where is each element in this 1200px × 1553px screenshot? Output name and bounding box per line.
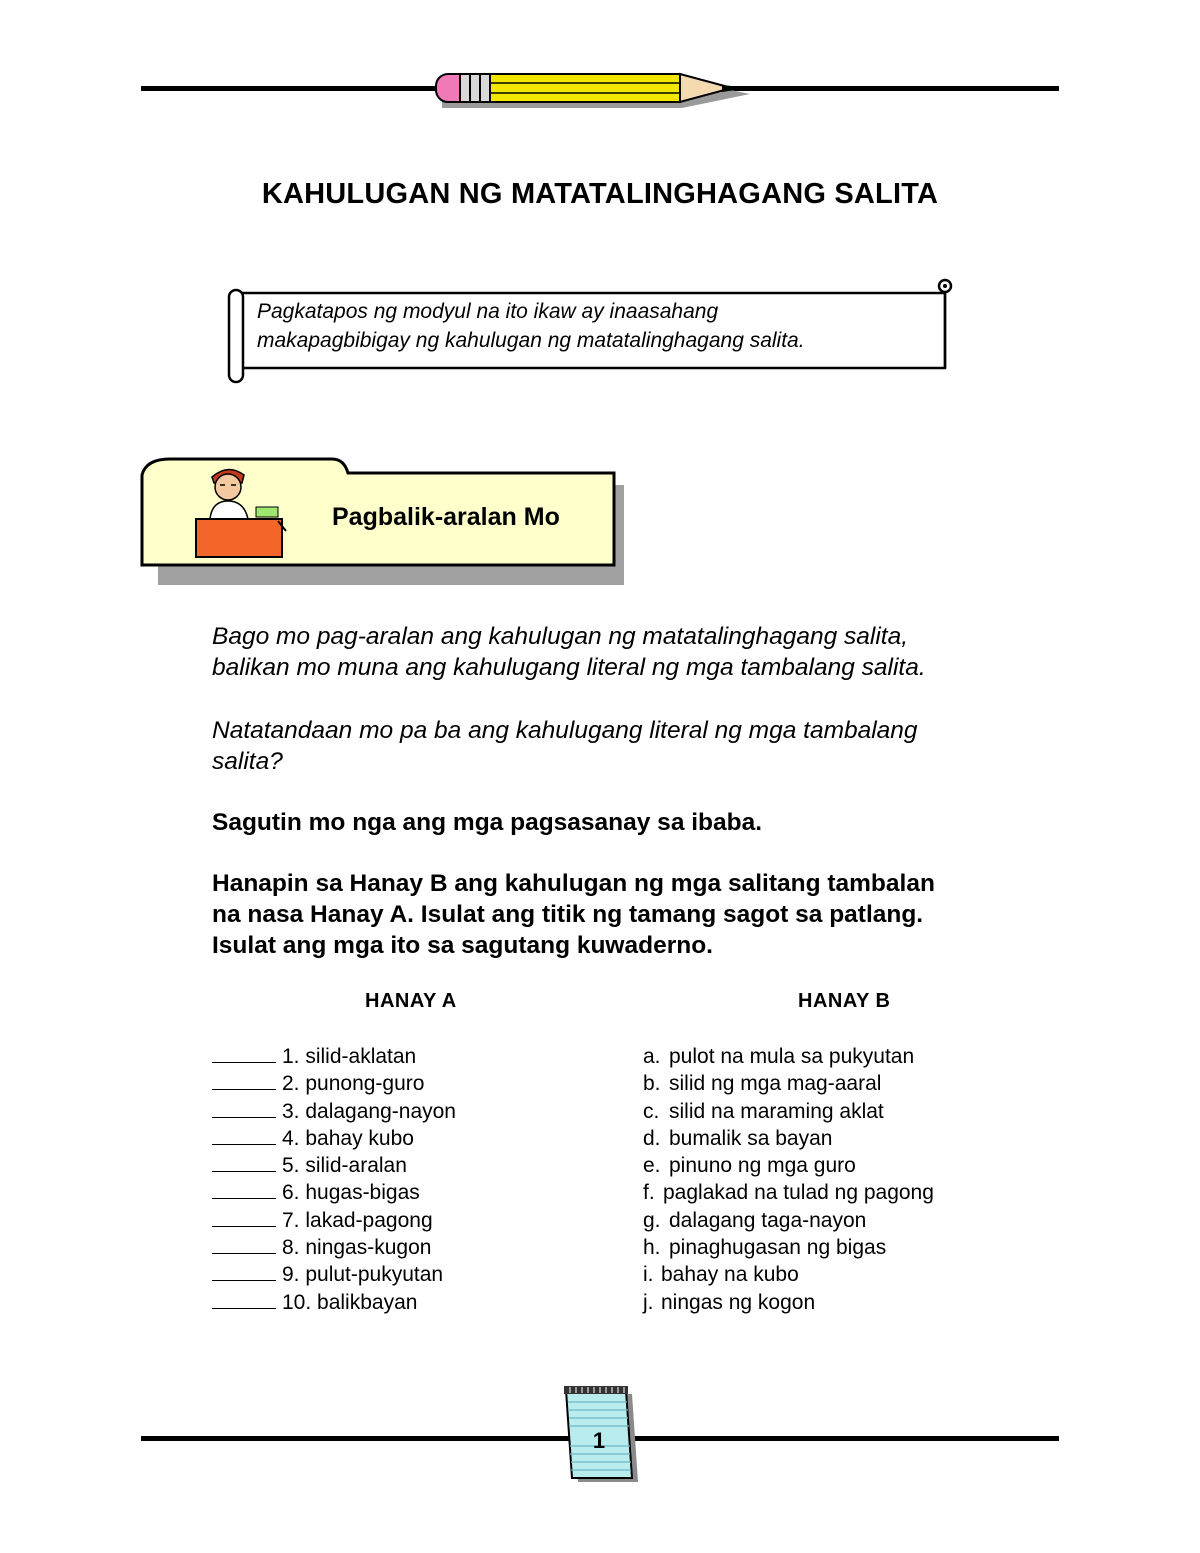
hanay-b-item: [643, 1070, 934, 1097]
instruction-paragraph: Sagutin mo nga ang mga pagsasanay sa ibaba.: [212, 809, 763, 836]
item-text: 9. pulut-pukyutan: [282, 1263, 444, 1287]
item-letter: e.: [643, 1154, 661, 1178]
answer-blank[interactable]: [212, 1292, 276, 1309]
item-text: ningas ng kogon: [661, 1290, 816, 1314]
item-text: 1. silid-aklatan: [282, 1045, 417, 1068]
hanay-b-item: [643, 1152, 934, 1179]
item-text: dalagang taga-nayon: [669, 1208, 867, 1232]
hanay-b-item: [643, 1179, 934, 1206]
intro-line: Natatandaan mo pa ba ang kahulugang literal ng mga tambalang: [212, 717, 918, 744]
item-text: pinuno ng mga guro: [669, 1154, 856, 1178]
item-letter: c.: [643, 1099, 660, 1123]
item-text: 2. punong-guro: [282, 1072, 425, 1096]
item-text: silid na maraming aklat: [669, 1099, 884, 1123]
item-text: 8. ningas-kugon: [282, 1236, 432, 1260]
pencil-icon: [432, 70, 762, 112]
directions-paragraph: [212, 868, 1042, 961]
answer-blank[interactable]: [212, 1046, 276, 1063]
item-text: 7. lakad-pagong: [282, 1208, 433, 1232]
item-text: 3. dalagang-nayon: [282, 1099, 456, 1123]
learning-objective: [257, 297, 917, 355]
answer-blank[interactable]: [212, 1264, 276, 1281]
objective-line: makapagbibigay ng kahulugan ng matatalinghagang salita.: [257, 329, 805, 352]
item-letter: h.: [643, 1236, 661, 1260]
hanay-b-item: [643, 1043, 934, 1070]
hanay-b-item: [643, 1261, 934, 1288]
hanay-a-item: [212, 1261, 456, 1288]
answer-blank[interactable]: [212, 1128, 276, 1145]
student-at-desk-icon: [192, 463, 292, 559]
hanay-a-item: [212, 1207, 456, 1234]
hanay-b-item: [643, 1207, 934, 1234]
item-letter: d.: [643, 1126, 661, 1150]
item-text: paglakad na tulad ng pagong: [663, 1181, 934, 1205]
hanay-b-list: [643, 1043, 934, 1316]
item-letter: f.: [643, 1181, 655, 1205]
item-text: 10. balikbayan: [282, 1290, 418, 1314]
item-text: 4. bahay kubo: [282, 1126, 414, 1150]
intro-paragraph-1: [212, 621, 1042, 683]
answer-blank[interactable]: [212, 1182, 276, 1199]
item-letter: g.: [643, 1208, 661, 1232]
item-text: bumalik sa bayan: [669, 1126, 833, 1150]
hanay-b-item: [643, 1125, 934, 1152]
directions-line: na nasa Hanay A. Isulat ang titik ng tamang sagot sa patlang.: [212, 901, 924, 928]
answer-blank[interactable]: [212, 1155, 276, 1172]
hanay-b-item: [643, 1098, 934, 1125]
intro-line: salita?: [212, 748, 283, 775]
intro-line: balikan mo muna ang kahulugang literal ng mga tambalang salita.: [212, 654, 926, 681]
item-text: bahay na kubo: [661, 1263, 799, 1287]
hanay-b-item: [643, 1234, 934, 1261]
answer-blank[interactable]: [212, 1073, 276, 1090]
hanay-a-item: [212, 1234, 456, 1261]
intro-line: Bago mo pag-aralan ang kahulugan ng matatalinghagang salita,: [212, 623, 909, 650]
hanay-a-item: [212, 1125, 456, 1152]
hanay-a-list: [212, 1043, 456, 1316]
intro-paragraph-2: [212, 715, 1042, 777]
item-text: pinaghugasan ng bigas: [669, 1236, 887, 1260]
answer-blank[interactable]: [212, 1237, 276, 1254]
item-letter: b.: [643, 1072, 661, 1096]
hanay-b-header: HANAY B: [798, 990, 891, 1012]
item-letter: i.: [643, 1263, 654, 1287]
item-text: 5. silid-aralan: [282, 1154, 407, 1178]
directions-line: Isulat ang mga ito sa sagutang kuwaderno.: [212, 932, 713, 959]
section-label: Pagbalik-aralan Mo: [332, 503, 560, 531]
answer-blank[interactable]: [212, 1210, 276, 1227]
item-letter: a.: [643, 1045, 661, 1068]
hanay-a-item: [212, 1179, 456, 1206]
item-text: silid ng mga mag-aaral: [669, 1072, 882, 1096]
hanay-a-item: [212, 1070, 456, 1097]
item-letter: j.: [643, 1290, 654, 1314]
hanay-a-header: HANAY A: [365, 990, 457, 1012]
page-title: KAHULUGAN NG MATATALINGHAGANG SALITA: [261, 178, 939, 210]
hanay-a-item: [212, 1289, 456, 1316]
page-number: 1: [592, 1428, 606, 1453]
hanay-a-item: [212, 1043, 456, 1070]
answer-blank[interactable]: [212, 1101, 276, 1118]
item-text: pulot na mula sa pukyutan: [669, 1045, 915, 1068]
directions-line: Hanapin sa Hanay B ang kahulugan ng mga salitang tambalan: [212, 870, 935, 897]
objective-line: Pagkatapos ng modyul na ito ikaw ay inaasahang: [257, 300, 719, 323]
item-text: 6. hugas-bigas: [282, 1181, 420, 1205]
hanay-a-item: [212, 1098, 456, 1125]
hanay-a-item: [212, 1152, 456, 1179]
hanay-b-item: [643, 1289, 934, 1316]
